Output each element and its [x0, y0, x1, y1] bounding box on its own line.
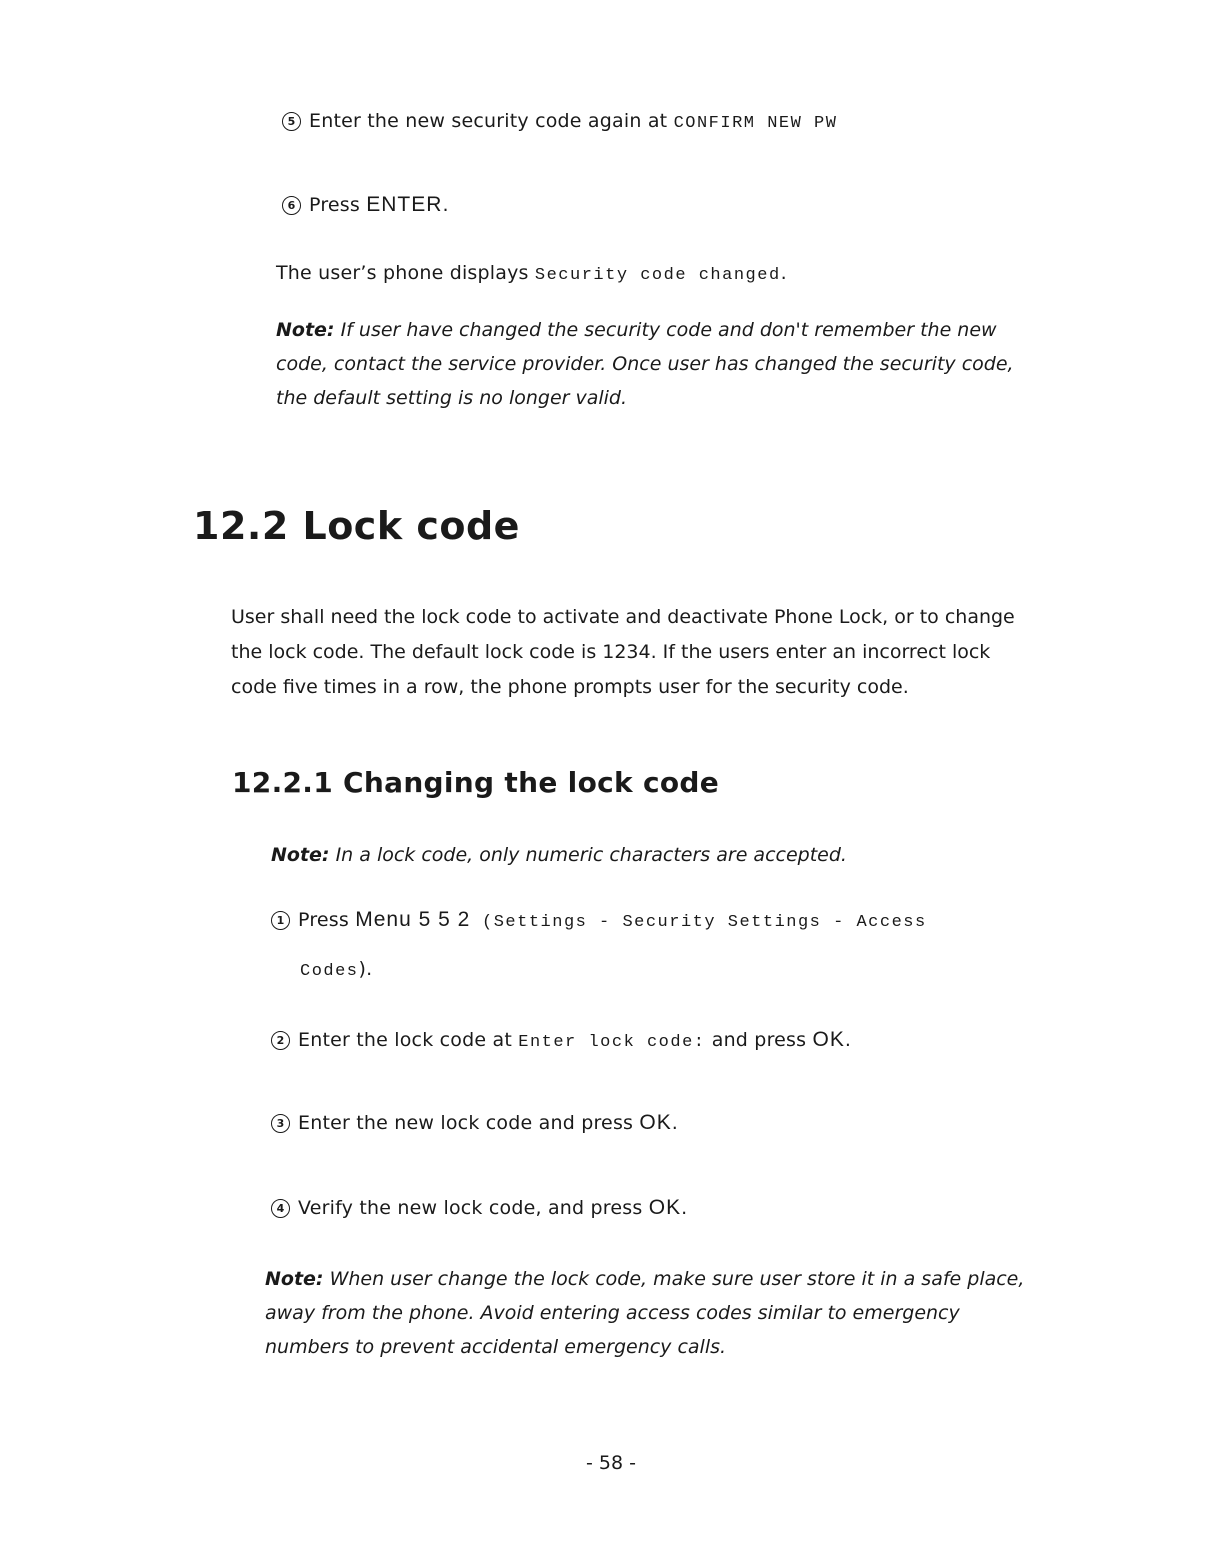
step-3-text: Enter the new lock code and press	[298, 1112, 640, 1134]
step-6	[282, 193, 449, 217]
display-text: The user’s phone displays	[276, 262, 535, 284]
note-label: Note:	[265, 1268, 324, 1290]
step-2-tail: .	[844, 1029, 852, 1051]
step-6-tail: .	[442, 194, 449, 216]
step-3-tail: .	[671, 1112, 678, 1134]
step-5-code: CONFIRM NEW PW	[673, 114, 838, 133]
circled-number-4-icon: 4	[271, 1199, 290, 1218]
step-4-text: Verify the new lock code, and press	[298, 1197, 649, 1219]
circled-number-1-icon: 1	[271, 911, 290, 930]
note-lock-code-storage	[265, 1262, 1024, 1364]
note-text: In a lock code, only numeric characters are accepted.	[329, 844, 847, 866]
intro-line: code five times in a row, the phone prompts user for the security code.	[231, 676, 909, 698]
circled-number-6-icon: 6	[282, 196, 301, 215]
step-2-key: OK	[812, 1028, 845, 1051]
step-2-mid: and press	[705, 1029, 813, 1051]
step-4-key: OK	[648, 1196, 682, 1219]
step-3-key: OK	[639, 1111, 672, 1134]
display-message	[276, 262, 787, 285]
step-5-text: Enter the new security code again at	[309, 110, 674, 132]
step-1-text: Press	[298, 909, 356, 931]
step-1-key: Menu 5 5 2	[355, 908, 471, 931]
step-6-key: ENTER	[366, 193, 443, 216]
circled-number-2-icon: 2	[271, 1031, 290, 1050]
note-line: away from the phone. Avoid entering access codes similar to emergency	[265, 1302, 960, 1324]
circled-number-5-icon: 5	[282, 112, 301, 131]
step-1	[271, 908, 927, 932]
step-1-continued	[300, 958, 372, 981]
step-4	[271, 1196, 687, 1220]
display-tail: .	[780, 262, 787, 284]
note-label: Note:	[271, 844, 330, 866]
note-line: code, contact the service provider. Once user has changed the security code,	[276, 353, 1014, 375]
section-title: 12.2 Lock code	[193, 504, 520, 548]
note-security-code	[276, 313, 1014, 415]
subsection-title: 12.2.1 Changing the lock code	[232, 766, 720, 799]
intro-line: User shall need the lock code to activate and deactivate Phone Lock, or to change	[231, 606, 1015, 628]
intro-line: the lock code. The default lock code is 1234. If the users enter an incorrect lock	[231, 641, 991, 663]
step-2	[271, 1028, 851, 1052]
page-number: - 58 -	[586, 1452, 636, 1474]
step-2-code: Enter lock code:	[518, 1033, 706, 1052]
step-6-text: Press	[309, 194, 367, 216]
circled-number-3-icon: 3	[271, 1114, 290, 1133]
step-5	[282, 110, 837, 133]
step-2-text: Enter the lock code at	[298, 1029, 519, 1051]
note-line: the default setting is no longer valid.	[276, 387, 628, 409]
note-label: Note:	[276, 319, 335, 341]
step-1-code: (Settings - Security Settings - Access	[470, 913, 927, 932]
note-line: If user have changed the security code and don't remember the new	[334, 319, 997, 341]
step-1-tail: ).	[358, 958, 373, 980]
note-line: numbers to prevent accidental emergency calls.	[265, 1336, 727, 1358]
note-line: When user change the lock code, make sure user store it in a safe place,	[323, 1268, 1025, 1290]
step-1-code-cont: Codes	[300, 962, 359, 981]
step-3	[271, 1111, 678, 1135]
step-4-tail: .	[681, 1197, 688, 1219]
note-numeric	[271, 838, 847, 872]
display-code: Security code changed	[534, 266, 781, 285]
intro-paragraph	[231, 600, 1015, 705]
